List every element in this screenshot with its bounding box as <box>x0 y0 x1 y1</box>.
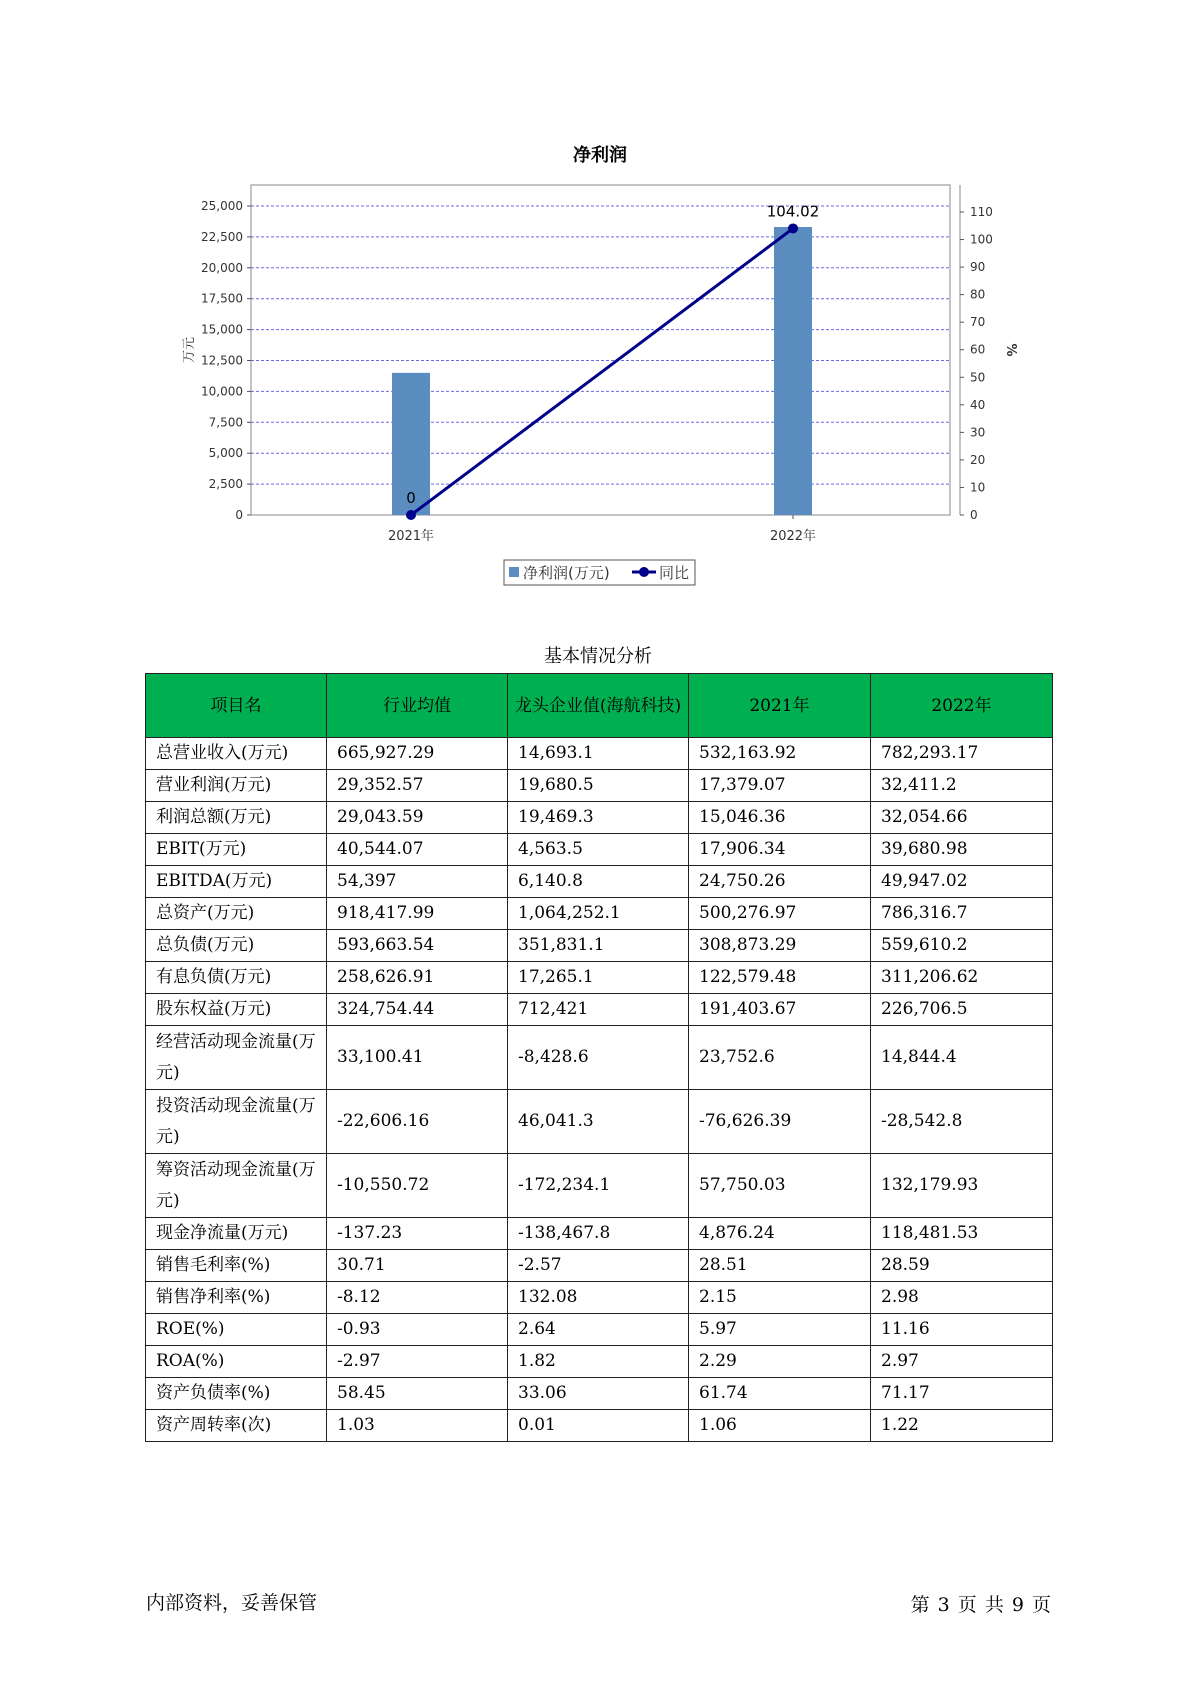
industry-average-cell: 29,352.57 <box>327 770 508 802</box>
industry-average-cell: 593,663.54 <box>327 930 508 962</box>
y-tick-label: 0 <box>235 508 243 522</box>
yoy-point-label: 0 <box>406 489 416 507</box>
leader-value-cell: 19,680.5 <box>508 770 689 802</box>
leader-value-cell: 351,831.1 <box>508 930 689 962</box>
value-2022-cell: 11.16 <box>871 1314 1053 1346</box>
value-2021-cell: 122,579.48 <box>689 962 871 994</box>
industry-average-cell: -0.93 <box>327 1314 508 1346</box>
industry-average-cell: 29,043.59 <box>327 802 508 834</box>
y-tick-label: 15,000 <box>201 322 243 337</box>
value-2022-cell: 39,680.98 <box>871 834 1053 866</box>
header-leader-value: 龙头企业值(海航科技) <box>508 674 689 738</box>
legend-bar-label: 净利润(万元) <box>523 564 610 582</box>
row-label-cell: 销售净利率(%) <box>146 1282 327 1314</box>
industry-average-cell: -8.12 <box>327 1282 508 1314</box>
value-2021-cell: 28.51 <box>689 1250 871 1282</box>
row-label-cell: 资产周转率(次) <box>146 1410 327 1442</box>
industry-average-cell: 918,417.99 <box>327 898 508 930</box>
value-2021-cell: 15,046.36 <box>689 802 871 834</box>
table-row <box>146 1378 1053 1410</box>
table-row <box>146 1090 1053 1154</box>
value-2021-cell: 2.29 <box>689 1346 871 1378</box>
table-row <box>146 1282 1053 1314</box>
value-2022-cell: 14,844.4 <box>871 1026 1053 1090</box>
value-2022-cell: 2.98 <box>871 1282 1053 1314</box>
industry-average-cell: -137.23 <box>327 1218 508 1250</box>
value-2021-cell: 500,276.97 <box>689 898 871 930</box>
value-2022-cell: 226,706.5 <box>871 994 1053 1026</box>
table-caption: 基本情况分析 <box>544 646 652 667</box>
legend-line-label: 同比 <box>659 564 690 582</box>
value-2021-cell: -76,626.39 <box>689 1090 871 1154</box>
net-profit-chart <box>0 0 1191 600</box>
leader-value-cell: 4,563.5 <box>508 834 689 866</box>
y-tick-label: 12,500 <box>201 353 243 368</box>
value-2022-cell: 311,206.62 <box>871 962 1053 994</box>
x-tick-label: 2021年 <box>387 529 435 544</box>
yoy-point-label: 104.02 <box>766 202 820 221</box>
industry-average-cell: 33,100.41 <box>327 1026 508 1090</box>
leader-value-cell: -138,467.8 <box>508 1218 689 1250</box>
leader-value-cell: 132.08 <box>508 1282 689 1314</box>
y2-tick-label: 0 <box>970 508 978 522</box>
leader-value-cell: 19,469.3 <box>508 802 689 834</box>
value-2021-cell: 532,163.92 <box>689 738 871 770</box>
basic-analysis-table <box>145 673 1053 1442</box>
value-2022-cell: 71.17 <box>871 1378 1053 1410</box>
chart-title: 净利润 <box>573 145 627 166</box>
table-row <box>146 1314 1053 1346</box>
row-label-cell: 现金净流量(万元) <box>146 1218 327 1250</box>
table-row <box>146 930 1053 962</box>
value-2021-cell: 24,750.26 <box>689 866 871 898</box>
value-2022-cell: 559,610.2 <box>871 930 1053 962</box>
row-label-cell: EBITDA(万元) <box>146 866 327 898</box>
y2-tick-label: 20 <box>970 452 986 467</box>
leader-value-cell: -172,234.1 <box>508 1154 689 1218</box>
table-header-row <box>146 674 1053 738</box>
y2-tick-label: 110 <box>970 205 993 219</box>
y-axis-label: 万元 <box>182 336 197 364</box>
header-item-name: 项目名 <box>146 674 327 738</box>
row-label-cell: ROA(%) <box>146 1346 327 1378</box>
industry-average-cell: 1.03 <box>327 1410 508 1442</box>
leader-value-cell: -8,428.6 <box>508 1026 689 1090</box>
legend-bar-swatch <box>509 567 519 577</box>
leader-value-cell: 46,041.3 <box>508 1090 689 1154</box>
header-2022: 2022年 <box>871 674 1053 738</box>
leader-value-cell: 2.64 <box>508 1314 689 1346</box>
y2-tick-label: 70 <box>970 315 986 330</box>
table-row <box>146 770 1053 802</box>
value-2022-cell: 32,411.2 <box>871 770 1053 802</box>
y2-tick-label: 30 <box>970 425 986 440</box>
value-2021-cell: 2.15 <box>689 1282 871 1314</box>
row-label-cell: 总营业收入(万元) <box>146 738 327 770</box>
footer-confidential-note: 内部资料，妥善保管 <box>146 1592 318 1614</box>
yoy-point <box>788 223 798 233</box>
header-2021: 2021年 <box>689 674 871 738</box>
row-label-cell: 筹资活动现金流量(万元) <box>146 1154 327 1218</box>
value-2022-cell: 32,054.66 <box>871 802 1053 834</box>
value-2022-cell: 28.59 <box>871 1250 1053 1282</box>
row-label-cell: ROE(%) <box>146 1314 327 1346</box>
industry-average-cell: 58.45 <box>327 1378 508 1410</box>
value-2022-cell: 2.97 <box>871 1346 1053 1378</box>
row-label-cell: 有息负债(万元) <box>146 962 327 994</box>
industry-average-cell: -22,606.16 <box>327 1090 508 1154</box>
table-row <box>146 802 1053 834</box>
y2-tick-label: 90 <box>970 260 986 275</box>
table-row <box>146 1154 1053 1218</box>
value-2021-cell: 17,906.34 <box>689 834 871 866</box>
leader-value-cell: 17,265.1 <box>508 962 689 994</box>
table-body <box>146 738 1053 1442</box>
y-tick-label: 5,000 <box>208 446 243 461</box>
leader-value-cell: 6,140.8 <box>508 866 689 898</box>
y2-tick-label: 100 <box>970 232 993 247</box>
line-yoy <box>411 228 793 515</box>
leader-value-cell: 712,421 <box>508 994 689 1026</box>
industry-average-cell: 40,544.07 <box>327 834 508 866</box>
value-2021-cell: 23,752.6 <box>689 1026 871 1090</box>
y2-tick-label: 60 <box>970 342 986 357</box>
leader-value-cell: 33.06 <box>508 1378 689 1410</box>
table-row <box>146 898 1053 930</box>
value-2021-cell: 308,873.29 <box>689 930 871 962</box>
y-tick-label: 25,000 <box>201 199 243 213</box>
yoy-point <box>406 510 416 520</box>
value-2022-cell: 132,179.93 <box>871 1154 1053 1218</box>
x-tick-label: 2022年 <box>769 529 817 544</box>
table-row <box>146 1026 1053 1090</box>
leader-value-cell: 14,693.1 <box>508 738 689 770</box>
industry-average-cell: 258,626.91 <box>327 962 508 994</box>
value-2021-cell: 4,876.24 <box>689 1218 871 1250</box>
value-2022-cell: 786,316.7 <box>871 898 1053 930</box>
industry-average-cell: 54,397 <box>327 866 508 898</box>
table-row <box>146 1410 1053 1442</box>
chart-svg <box>0 0 1191 600</box>
row-label-cell: 总负债(万元) <box>146 930 327 962</box>
y2-axis-label: % <box>1003 343 1018 357</box>
value-2021-cell: 5.97 <box>689 1314 871 1346</box>
leader-value-cell: 0.01 <box>508 1410 689 1442</box>
industry-average-cell: 324,754.44 <box>327 994 508 1026</box>
table-row <box>146 1346 1053 1378</box>
value-2021-cell: 191,403.67 <box>689 994 871 1026</box>
y2-tick-label: 80 <box>970 287 986 302</box>
y2-tick-label: 10 <box>970 480 986 495</box>
row-label-cell: 股东权益(万元) <box>146 994 327 1026</box>
y-tick-label: 10,000 <box>201 384 243 399</box>
table-row <box>146 1218 1053 1250</box>
y-tick-label: 22,500 <box>201 229 243 244</box>
leader-value-cell: 1,064,252.1 <box>508 898 689 930</box>
value-2022-cell: 1.22 <box>871 1410 1053 1442</box>
y-tick-label: 7,500 <box>208 415 243 430</box>
industry-average-cell: 665,927.29 <box>327 738 508 770</box>
value-2022-cell: 118,481.53 <box>871 1218 1053 1250</box>
row-label-cell: 营业利润(万元) <box>146 770 327 802</box>
table-row <box>146 738 1053 770</box>
industry-average-cell: -2.97 <box>327 1346 508 1378</box>
value-2022-cell: 782,293.17 <box>871 738 1053 770</box>
table-row <box>146 866 1053 898</box>
value-2022-cell: -28,542.8 <box>871 1090 1053 1154</box>
leader-value-cell: -2.57 <box>508 1250 689 1282</box>
value-2021-cell: 61.74 <box>689 1378 871 1410</box>
value-2021-cell: 17,379.07 <box>689 770 871 802</box>
plot-frame <box>251 185 950 515</box>
row-label-cell: 销售毛利率(%) <box>146 1250 327 1282</box>
table-row <box>146 834 1053 866</box>
row-label-cell: 总资产(万元) <box>146 898 327 930</box>
y2-tick-label: 50 <box>970 370 986 385</box>
row-label-cell: 投资活动现金流量(万元) <box>146 1090 327 1154</box>
table-row <box>146 962 1053 994</box>
row-label-cell: 资产负债率(%) <box>146 1378 327 1410</box>
footer-page-number: 第 3 页 共 9 页 <box>910 1594 1051 1616</box>
row-label-cell: EBIT(万元) <box>146 834 327 866</box>
header-industry-average: 行业均值 <box>327 674 508 738</box>
value-2022-cell: 49,947.02 <box>871 866 1053 898</box>
industry-average-cell: 30.71 <box>327 1250 508 1282</box>
value-2021-cell: 1.06 <box>689 1410 871 1442</box>
y-tick-label: 2,500 <box>208 477 243 492</box>
table-row <box>146 994 1053 1026</box>
y-tick-label: 20,000 <box>201 260 243 275</box>
bar-net-profit-2022年 <box>774 227 812 515</box>
y2-tick-label: 40 <box>970 397 986 412</box>
value-2021-cell: 57,750.03 <box>689 1154 871 1218</box>
row-label-cell: 利润总额(万元) <box>146 802 327 834</box>
row-label-cell: 经营活动现金流量(万元) <box>146 1026 327 1090</box>
table-row <box>146 1250 1053 1282</box>
legend-line-marker <box>639 567 649 577</box>
leader-value-cell: 1.82 <box>508 1346 689 1378</box>
industry-average-cell: -10,550.72 <box>327 1154 508 1218</box>
y-tick-label: 17,500 <box>201 291 243 306</box>
